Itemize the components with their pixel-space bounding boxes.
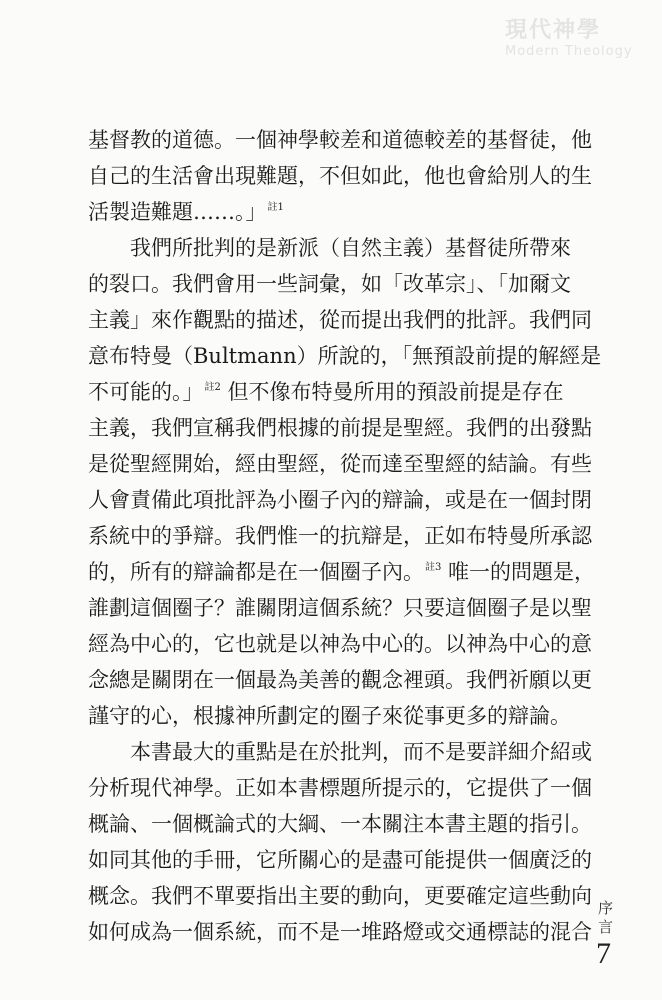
header-watermark — [505, 18, 645, 66]
text-line: 經為中心的，它也就是以神為中心的。以神為中心的意 — [88, 632, 592, 656]
text-line: 我們所批判的是新派（自然主義）基督徒所帶來 — [130, 236, 571, 260]
text-line: 不可能的。」$^{註2}$ 但不像布特曼所用的預設前提是存在 — [88, 380, 564, 404]
text-line: 本書最大的重點是在於批判，而不是要詳細介紹或 — [130, 740, 592, 764]
text-line: 的，所有的辯論都是在一個圈子內。$^{註3}$ 唯一的問題是， — [88, 560, 596, 584]
text-line: 自己的生活會出現難題，不但如此，他也會給別人的生 — [88, 164, 592, 188]
text-line: 如同其他的手冊，它所關心的是盡可能提供一個廣泛的 — [88, 848, 592, 872]
text-line: 系統中的爭辯。我們惟一的抗辯是，正如布特曼所承認 — [88, 524, 592, 548]
footnote-ref: 註3 — [425, 562, 442, 573]
text-line: 謹守的心，根據神所劃定的圈子來從事更多的辯論。 — [88, 704, 571, 728]
text-line: 是從聖經開始，經由聖經，從而達至聖經的結論。有些 — [88, 452, 592, 476]
text-line: 的裂口。我們會用一些詞彙，如「改革宗」、「加爾文 — [88, 272, 571, 296]
footnote-ref: 註2 — [204, 382, 221, 393]
text-line: 人會責備此項批評為小圈子內的辯論，或是在一個封閉 — [88, 488, 592, 512]
text-line: 分析現代神學。正如本書標題所提示的，它提供了一個 — [88, 776, 592, 800]
running-head: 序言 — [596, 900, 614, 938]
text-line: 如何成為一個系統，而不是一堆路燈或交通標誌的混合 — [88, 920, 592, 944]
text-line: 概論、一個概論式的大綱、一本關注本書主題的指引。 — [88, 812, 592, 836]
watermark-title: 現代神學 — [505, 18, 602, 43]
text-line: 誰劃這個圈子？誰關閉這個系統？只要這個圈子是以聖 — [88, 596, 592, 620]
text-line: 主義，我們宣稱我們根據的前提是聖經。我們的出發點 — [88, 416, 592, 440]
text-line: 活製造難題……。」$^{註1}$ — [88, 200, 284, 224]
text-line: 念總是關閉在一個最為美善的觀念裡頭。我們祈願以更 — [88, 668, 592, 692]
text-line: 基督教的道德。一個神學較差和道德較差的基督徒，他 — [88, 128, 592, 152]
page-number: 7 — [596, 937, 611, 970]
text-line: 主義」來作觀點的描述，從而提出我們的批評。我們同 — [88, 308, 592, 332]
watermark-subtitle: Modern Theology — [505, 44, 633, 59]
footnote-ref: 註1 — [267, 202, 284, 213]
text-line: 意布特曼（Bultmann）所說的，「無預設前提的解經是 — [88, 344, 602, 368]
text-line: 概念。我們不單要指出主要的動向，更要確定這些動向 — [88, 884, 592, 908]
